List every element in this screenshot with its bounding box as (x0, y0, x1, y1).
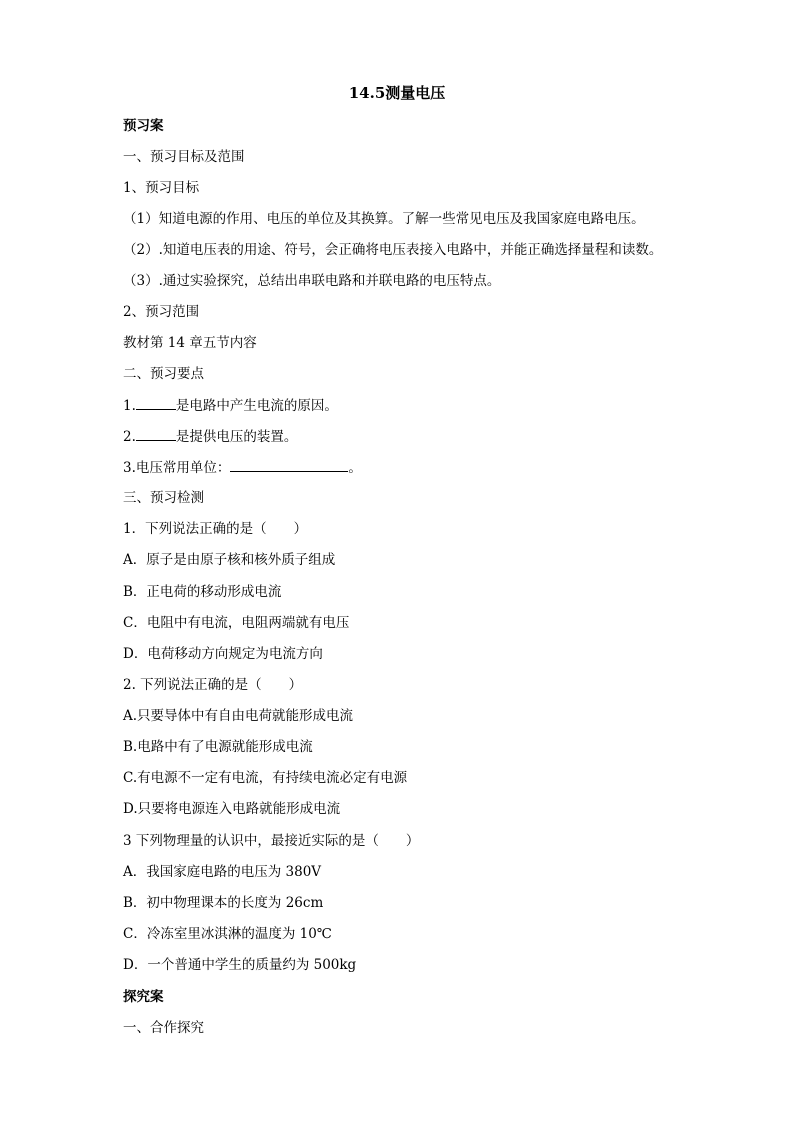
question-3-option-d: D．一个普通中学生的质量约为 500kg (123, 957, 357, 973)
question-1-option-c: C．电阻中有电流，电阻两端就有电压 (123, 615, 350, 631)
key-point-1-prefix: 1. (123, 398, 136, 414)
question-1-option-d: D．电荷移动方向规定为电流方向 (123, 646, 323, 662)
section-heading-explore: 探究案 (123, 989, 164, 1005)
question-1-stem: 1．下列说法正确的是（ ） (123, 521, 308, 537)
key-point-1-text: 是电路中产生电流的原因。 (175, 398, 338, 414)
goal-item-2: （2）.知道电压表的用途、符号，会正确将电压表接入电路中，并能正确选择量程和读数。 (123, 242, 663, 258)
key-point-2-text: 是提供电压的装置。 (175, 429, 298, 445)
question-2-stem: 2. 下列说法正确的是（ ） (123, 677, 303, 693)
question-3-option-b: B．初中物理课本的长度为 26cm (123, 895, 324, 911)
key-point-3-text: 。 (348, 460, 362, 476)
key-point-2 (123, 427, 297, 446)
section-heading-self-check: 三、预习检测 (123, 490, 204, 506)
question-2-option-b: B.电路中有了电源就能形成电流 (123, 739, 313, 755)
scope-text: 教材第 14 章五节内容 (123, 335, 257, 351)
key-point-1 (123, 396, 338, 415)
question-3-option-a: A．我国家庭电路的电压为 380V (123, 864, 322, 880)
question-2-option-c: C.有电源不一定有电流，有持续电流必定有电源 (123, 770, 408, 786)
section-heading-key-points: 二、预习要点 (123, 366, 204, 382)
question-2-option-d: D.只要将电源连入电路就能形成电流 (123, 801, 341, 817)
subheading-scope: 2、预习范围 (123, 304, 200, 320)
fill-blank-2[interactable] (136, 427, 176, 441)
goal-item-1: （1）知道电源的作用、电压的单位及其换算。了解一些常见电压及我国家庭电路电压。 (123, 211, 645, 227)
question-3-stem: 3 下列物理量的认识中，最接近实际的是（ ） (123, 833, 420, 849)
section-heading-preview: 预习案 (123, 118, 164, 134)
question-1-option-a: A．原子是由原子核和核外质子组成 (123, 552, 336, 568)
fill-blank-1[interactable] (136, 396, 176, 410)
question-2-option-a: A.只要导体中有自由电荷就能形成电流 (123, 708, 354, 724)
page-title: 14.5测量电压 (348, 84, 446, 102)
section-heading-goals-scope: 一、预习目标及范围 (123, 149, 245, 165)
subheading-goals: 1、预习目标 (123, 180, 200, 196)
goal-item-3: （3）.通过实验探究，总结出串联电路和并联电路的电压特点。 (123, 273, 501, 289)
key-point-3 (123, 458, 362, 477)
fill-blank-3[interactable] (230, 458, 348, 472)
key-point-2-prefix: 2. (123, 429, 136, 445)
question-1-option-b: B．正电荷的移动形成电流 (123, 584, 282, 600)
question-3-option-c: C．冷冻室里冰淇淋的温度为 10℃ (123, 926, 332, 942)
section-heading-cooperative-inquiry: 一、合作探究 (123, 1020, 204, 1036)
key-point-3-prefix: 3.电压常用单位： (123, 460, 231, 476)
